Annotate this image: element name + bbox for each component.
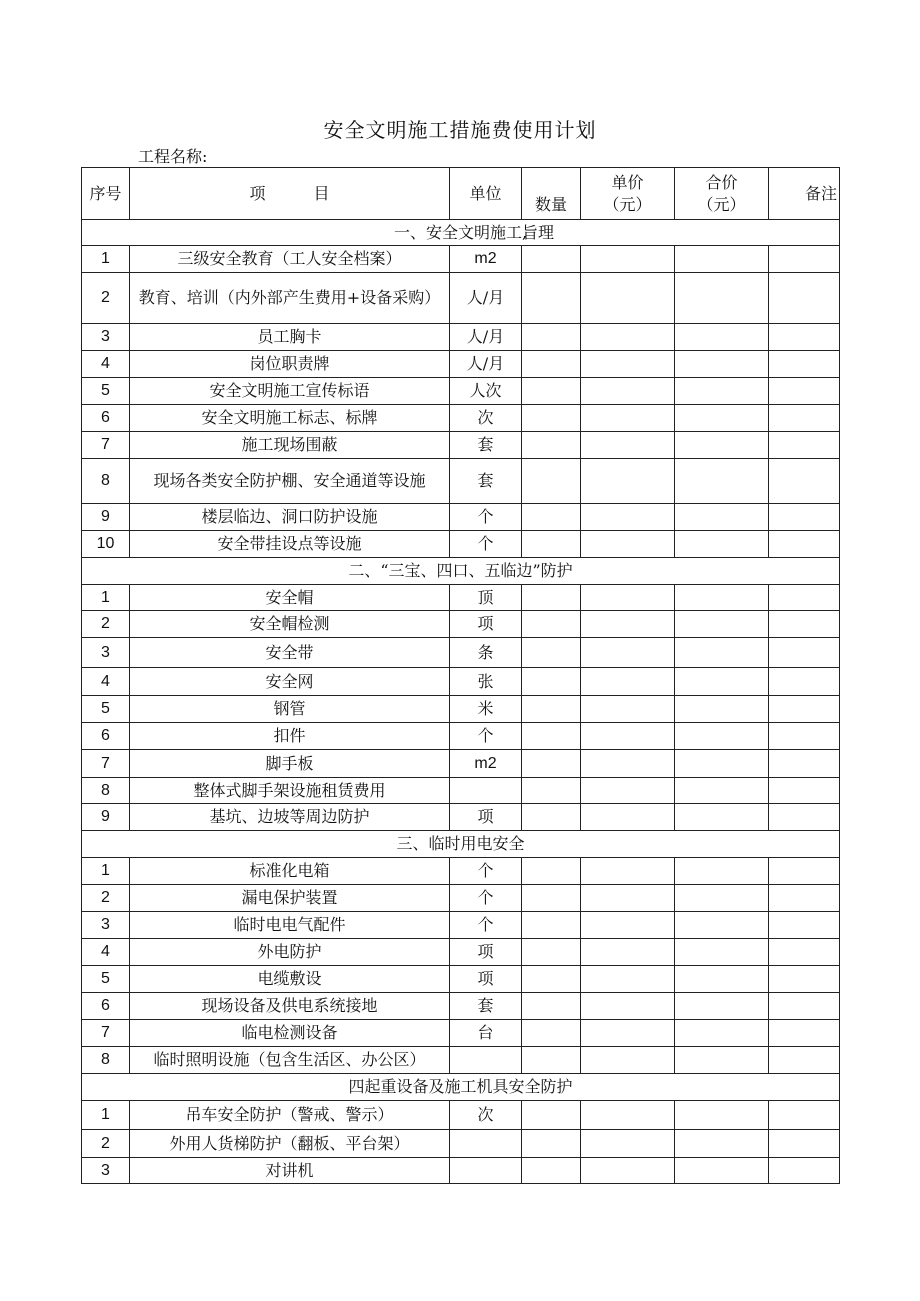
cell-unit-price	[581, 750, 675, 778]
cell-total	[675, 939, 769, 966]
cell-unit-price	[581, 504, 675, 531]
cell-remark	[769, 585, 840, 611]
cell-qty	[522, 405, 581, 432]
cell-qty	[522, 351, 581, 378]
cell-unit: 个	[450, 858, 522, 885]
page-title: 安全文明施工措施费使用计划	[323, 118, 597, 142]
cell-item: 临时电电气配件	[130, 912, 450, 939]
cell-remark	[769, 778, 840, 804]
cell-unit: m2	[450, 246, 522, 273]
cell-remark	[769, 939, 840, 966]
cell-qty	[522, 1020, 581, 1047]
cell-total	[675, 1047, 769, 1074]
table-row	[82, 324, 840, 351]
cell-unit	[450, 1130, 522, 1158]
section-note: 旨理	[522, 222, 555, 242]
header-item: 项 目	[130, 168, 450, 220]
table-row	[82, 858, 840, 885]
header-unit-price-line1: 单价	[611, 172, 644, 192]
cell-unit: 套	[450, 432, 522, 459]
cell-item: 基坑、边坡等周边防护	[130, 804, 450, 831]
cell-qty	[522, 939, 581, 966]
cell-total	[675, 1130, 769, 1158]
cell-seq: 2	[82, 1130, 130, 1158]
cell-unit: 项	[450, 804, 522, 831]
cell-unit: 项	[450, 966, 522, 993]
cell-unit: 人/月	[450, 273, 522, 324]
table-row	[82, 1130, 840, 1158]
cell-unit	[450, 778, 522, 804]
cell-qty	[522, 504, 581, 531]
cell-qty	[522, 378, 581, 405]
cell-qty	[522, 858, 581, 885]
cell-seq: 7	[82, 1020, 130, 1047]
cell-total	[675, 531, 769, 558]
cell-unit-price	[581, 1047, 675, 1074]
cell-seq: 7	[82, 432, 130, 459]
cell-unit-price	[581, 405, 675, 432]
cell-unit: 项	[450, 939, 522, 966]
cell-qty	[522, 273, 581, 324]
cell-seq: 3	[82, 1158, 130, 1184]
cell-unit-price	[581, 912, 675, 939]
cell-unit: 顶	[450, 585, 522, 611]
cell-item: 安全文明施工宣传标语	[130, 378, 450, 405]
cell-unit: 米	[450, 696, 522, 723]
cell-unit: 台	[450, 1020, 522, 1047]
cell-qty	[522, 993, 581, 1020]
cell-remark	[769, 1158, 840, 1184]
cell-qty	[522, 1047, 581, 1074]
header-total-line1: 合价	[705, 172, 738, 192]
cell-unit: 次	[450, 405, 522, 432]
table-row	[82, 246, 840, 273]
section-row	[82, 558, 840, 585]
cell-qty	[522, 531, 581, 558]
header-unit-price-line2: （元）	[603, 194, 652, 214]
cell-seq: 8	[82, 1047, 130, 1074]
cell-total	[675, 459, 769, 504]
cell-total	[675, 696, 769, 723]
cell-total	[675, 858, 769, 885]
cell-unit: 个	[450, 885, 522, 912]
cell-remark	[769, 966, 840, 993]
cell-qty	[522, 966, 581, 993]
cell-seq: 1	[82, 858, 130, 885]
cell-unit-price	[581, 585, 675, 611]
table-row	[82, 668, 840, 696]
cell-remark	[769, 638, 840, 668]
cell-remark	[769, 459, 840, 504]
cell-unit-price	[581, 696, 675, 723]
table-row	[82, 585, 840, 611]
cell-total	[675, 885, 769, 912]
cell-remark	[769, 668, 840, 696]
cell-unit: 次	[450, 1101, 522, 1130]
header-unit-price	[581, 168, 675, 220]
cell-seq: 3	[82, 324, 130, 351]
cell-qty	[522, 668, 581, 696]
cell-unit-price	[581, 638, 675, 668]
cell-total	[675, 246, 769, 273]
header-remark: 备注	[769, 168, 840, 220]
project-name-label: 工程名称:	[138, 147, 208, 166]
cell-remark	[769, 432, 840, 459]
cell-item: 现场设备及供电系统接地	[130, 993, 450, 1020]
cell-remark	[769, 750, 840, 778]
cell-unit-price	[581, 668, 675, 696]
cell-seq: 6	[82, 723, 130, 750]
cell-total	[675, 432, 769, 459]
table-row	[82, 504, 840, 531]
cell-seq: 2	[82, 885, 130, 912]
section-title: 二、“三宝、四口、五临边”防护	[82, 558, 840, 585]
cell-remark	[769, 993, 840, 1020]
cell-item: 外电防护	[130, 939, 450, 966]
cell-total	[675, 1020, 769, 1047]
cell-qty	[522, 1158, 581, 1184]
cell-item: 临时照明设施（包含生活区、办公区）	[130, 1047, 450, 1074]
table-row	[82, 804, 840, 831]
cell-total	[675, 1101, 769, 1130]
cell-total	[675, 585, 769, 611]
cell-total	[675, 638, 769, 668]
header-total	[675, 168, 769, 220]
cell-total	[675, 778, 769, 804]
cell-item: 楼层临边、洞口防护设施	[130, 504, 450, 531]
header-qty-text: 数量	[534, 195, 567, 214]
table-row	[82, 750, 840, 778]
cell-item: 对讲机	[130, 1158, 450, 1184]
cell-total	[675, 273, 769, 324]
cell-total	[675, 504, 769, 531]
cell-item: 吊车安全防护（警戒、警示）	[130, 1101, 450, 1130]
table-row	[82, 912, 840, 939]
cell-item: 钢管	[130, 696, 450, 723]
cell-remark	[769, 504, 840, 531]
cell-item: 安全帽检测	[130, 611, 450, 638]
table-row	[82, 939, 840, 966]
table-row	[82, 351, 840, 378]
cell-total	[675, 1158, 769, 1184]
cell-seq: 4	[82, 351, 130, 378]
cell-item: 安全带挂设点等设施	[130, 531, 450, 558]
cell-unit: 套	[450, 459, 522, 504]
section-row	[82, 220, 840, 246]
header-qty	[522, 168, 581, 220]
cell-unit-price	[581, 885, 675, 912]
cell-qty	[522, 324, 581, 351]
cell-item: 扣件	[130, 723, 450, 750]
cell-qty	[522, 804, 581, 831]
cell-seq: 3	[82, 912, 130, 939]
cell-remark	[769, 1101, 840, 1130]
header-row	[82, 168, 840, 220]
cell-seq: 4	[82, 939, 130, 966]
cell-qty	[522, 696, 581, 723]
section-title: 一、安全文明施工, 旨理	[82, 220, 840, 246]
cell-remark	[769, 858, 840, 885]
cell-total	[675, 405, 769, 432]
cell-unit: 项	[450, 611, 522, 638]
table-row	[82, 531, 840, 558]
cell-unit: 条	[450, 638, 522, 668]
cell-seq: 1	[82, 585, 130, 611]
cell-remark	[769, 885, 840, 912]
cell-seq: 5	[82, 378, 130, 405]
table-row	[82, 1158, 840, 1184]
cell-seq: 8	[82, 459, 130, 504]
table-row	[82, 696, 840, 723]
section-row	[82, 831, 840, 858]
cell-seq: 10	[82, 531, 130, 558]
cell-item: 安全文明施工标志、标牌	[130, 405, 450, 432]
table-row	[82, 993, 840, 1020]
header-total-line2: （元）	[697, 194, 746, 214]
cell-unit: 张	[450, 668, 522, 696]
cell-remark	[769, 1047, 840, 1074]
cell-unit: 个	[450, 723, 522, 750]
cell-qty	[522, 750, 581, 778]
cell-unit-price	[581, 531, 675, 558]
cell-unit: 人/月	[450, 324, 522, 351]
table-row	[82, 405, 840, 432]
cell-unit-price	[581, 1101, 675, 1130]
table-body	[82, 220, 840, 1184]
cell-seq: 4	[82, 668, 130, 696]
cell-remark	[769, 378, 840, 405]
cell-total	[675, 723, 769, 750]
cell-unit-price	[581, 1158, 675, 1184]
cell-qty	[522, 723, 581, 750]
table-row	[82, 273, 840, 324]
cell-seq: 1	[82, 246, 130, 273]
cell-remark	[769, 531, 840, 558]
cell-total	[675, 378, 769, 405]
cell-unit-price	[581, 273, 675, 324]
cell-seq: 5	[82, 966, 130, 993]
cell-qty	[522, 638, 581, 668]
cell-unit-price	[581, 858, 675, 885]
table-row	[82, 723, 840, 750]
cell-item: 漏电保护装置	[130, 885, 450, 912]
cell-unit-price	[581, 246, 675, 273]
table-row	[82, 459, 840, 504]
cell-remark	[769, 1020, 840, 1047]
cell-item: 安全帽	[130, 585, 450, 611]
table-row	[82, 966, 840, 993]
cell-item: 岗位职责牌	[130, 351, 450, 378]
cell-seq: 2	[82, 273, 130, 324]
cell-qty	[522, 611, 581, 638]
cell-seq: 2	[82, 611, 130, 638]
cell-seq: 9	[82, 804, 130, 831]
cell-remark	[769, 351, 840, 378]
cell-unit-price	[581, 611, 675, 638]
cell-item: 三级安全教育（工人安全档案）	[130, 246, 450, 273]
cell-seq: 7	[82, 750, 130, 778]
cell-seq: 6	[82, 405, 130, 432]
cell-seq: 6	[82, 993, 130, 1020]
cell-unit-price	[581, 804, 675, 831]
table-row	[82, 885, 840, 912]
cell-qty	[522, 585, 581, 611]
cell-unit-price	[581, 966, 675, 993]
section-title: 四起重设备及施工机具安全防护	[82, 1074, 840, 1101]
table-row	[82, 778, 840, 804]
cell-remark	[769, 912, 840, 939]
cell-remark	[769, 273, 840, 324]
cell-unit-price	[581, 723, 675, 750]
cell-unit-price	[581, 378, 675, 405]
cell-item: 标准化电箱	[130, 858, 450, 885]
cell-item: 员工胸卡	[130, 324, 450, 351]
table-row	[82, 378, 840, 405]
cell-total	[675, 351, 769, 378]
cell-unit-price	[581, 1020, 675, 1047]
cell-unit-price	[581, 432, 675, 459]
cell-total	[675, 966, 769, 993]
cell-unit	[450, 1047, 522, 1074]
table-row	[82, 432, 840, 459]
table-row	[82, 1020, 840, 1047]
cell-seq: 3	[82, 638, 130, 668]
cell-item: 整体式脚手架设施租赁费用	[130, 778, 450, 804]
cell-qty	[522, 1101, 581, 1130]
cell-unit-price	[581, 993, 675, 1020]
cell-unit-price	[581, 939, 675, 966]
cell-qty	[522, 432, 581, 459]
cell-item: 外用人货梯防护（翻板、平台架）	[130, 1130, 450, 1158]
cell-unit: m2	[450, 750, 522, 778]
section-row	[82, 1074, 840, 1101]
table-row	[82, 638, 840, 668]
cell-remark	[769, 1130, 840, 1158]
section-title: 三、临时用电安全	[82, 831, 840, 858]
cell-item: 安全带	[130, 638, 450, 668]
cell-qty	[522, 246, 581, 273]
cell-item: 施工现场围蔽	[130, 432, 450, 459]
cell-total	[675, 611, 769, 638]
cell-remark	[769, 324, 840, 351]
cell-total	[675, 324, 769, 351]
cell-item: 安全网	[130, 668, 450, 696]
header-seq: 序号	[82, 168, 130, 220]
cell-unit: 人/月	[450, 351, 522, 378]
cost-plan-table	[81, 167, 840, 1184]
cell-remark	[769, 804, 840, 831]
cell-unit: 个	[450, 912, 522, 939]
cell-unit	[450, 1158, 522, 1184]
cell-seq: 5	[82, 696, 130, 723]
cell-remark	[769, 246, 840, 273]
cell-qty	[522, 459, 581, 504]
cell-unit: 人次	[450, 378, 522, 405]
cell-item: 现场各类安全防护棚、安全通道等设施	[130, 459, 450, 504]
cell-item: 脚手板	[130, 750, 450, 778]
cell-seq: 1	[82, 1101, 130, 1130]
table-row	[82, 1101, 840, 1130]
cell-qty	[522, 885, 581, 912]
cell-qty	[522, 912, 581, 939]
cell-total	[675, 912, 769, 939]
cell-total	[675, 750, 769, 778]
cell-qty	[522, 1130, 581, 1158]
cell-unit: 个	[450, 504, 522, 531]
cell-seq: 9	[82, 504, 130, 531]
cell-remark	[769, 611, 840, 638]
cell-unit-price	[581, 324, 675, 351]
cell-unit: 个	[450, 531, 522, 558]
cell-unit-price	[581, 1130, 675, 1158]
cell-item: 临电检测设备	[130, 1020, 450, 1047]
header-unit: 单位	[450, 168, 522, 220]
cell-unit-price	[581, 351, 675, 378]
cell-total	[675, 993, 769, 1020]
cell-remark	[769, 723, 840, 750]
cell-item: 电缆敷设	[130, 966, 450, 993]
cell-total	[675, 804, 769, 831]
cell-unit-price	[581, 778, 675, 804]
cell-item: 教育、培训（内外部产生费用+设备采购）	[130, 273, 450, 324]
cell-remark	[769, 405, 840, 432]
cell-remark	[769, 696, 840, 723]
cell-total	[675, 668, 769, 696]
cell-seq: 8	[82, 778, 130, 804]
cell-qty	[522, 778, 581, 804]
cell-unit-price	[581, 459, 675, 504]
table-row	[82, 611, 840, 638]
cell-unit: 套	[450, 993, 522, 1020]
table-row	[82, 1047, 840, 1074]
